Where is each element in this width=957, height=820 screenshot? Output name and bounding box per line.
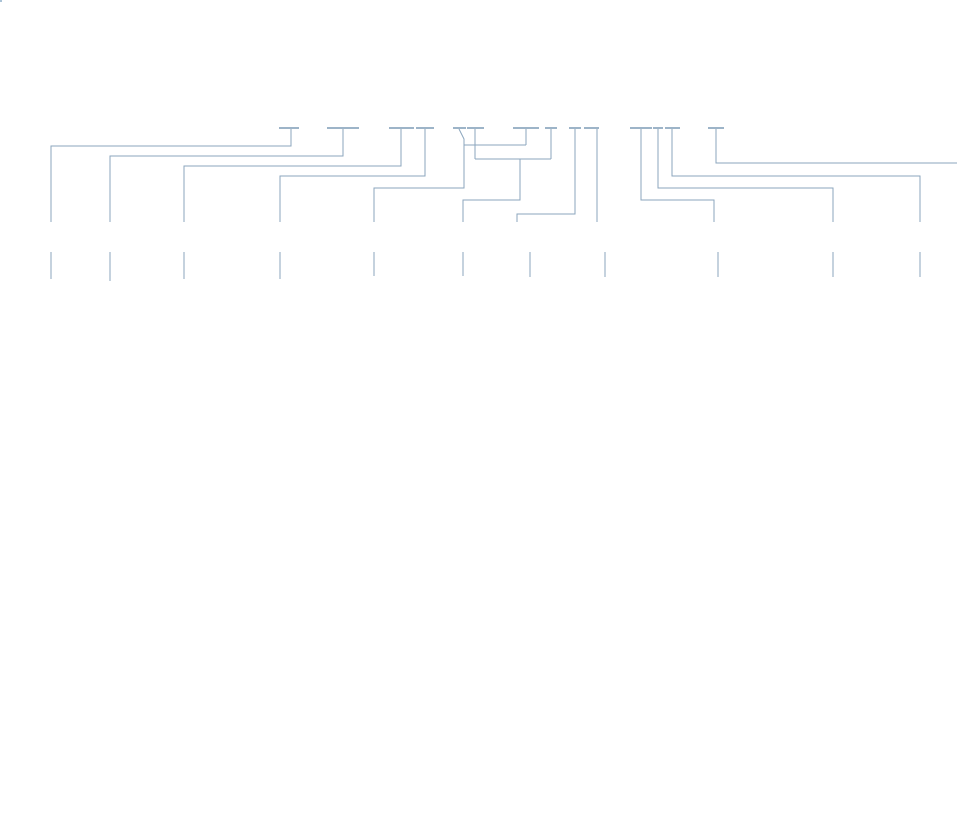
end23-block [0,0,2,2]
